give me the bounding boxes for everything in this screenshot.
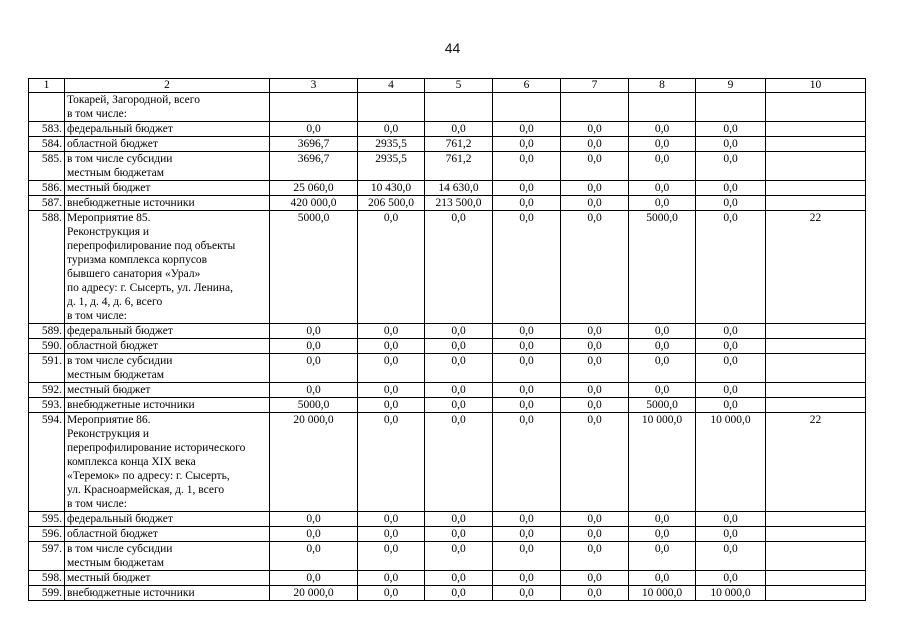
table-row	[29, 93, 866, 122]
target-indicator-cell	[766, 571, 866, 586]
value-cell: 0,0	[561, 211, 629, 324]
value-cell: 0,0	[629, 122, 696, 137]
row-description: областной бюджет	[65, 339, 270, 354]
value-cell: 20 000,0	[270, 413, 358, 512]
value-cell	[493, 93, 561, 122]
value-cell: 0,0	[629, 324, 696, 339]
page-number: 44	[444, 40, 461, 56]
value-cell: 0,0	[493, 542, 561, 571]
value-cell: 0,0	[425, 586, 493, 601]
target-indicator-cell	[766, 137, 866, 152]
value-cell: 0,0	[425, 324, 493, 339]
table-row	[29, 196, 866, 211]
value-cell: 0,0	[425, 122, 493, 137]
value-cell: 0,0	[493, 398, 561, 413]
value-cell: 0,0	[270, 354, 358, 383]
row-number: 591.	[29, 354, 65, 383]
value-cell	[629, 93, 696, 122]
value-cell: 10 430,0	[358, 181, 425, 196]
target-indicator-cell	[766, 542, 866, 571]
value-cell: 0,0	[425, 542, 493, 571]
value-cell: 0,0	[561, 586, 629, 601]
row-number: 594.	[29, 413, 65, 512]
row-number: 586.	[29, 181, 65, 196]
row-description: федеральный бюджет	[65, 122, 270, 137]
row-number	[29, 93, 65, 122]
row-description: Токарей, Загородной, всего в том числе:	[65, 93, 270, 122]
target-indicator-cell	[766, 93, 866, 122]
value-cell: 0,0	[561, 152, 629, 181]
value-cell	[696, 93, 766, 122]
value-cell	[425, 93, 493, 122]
value-cell: 0,0	[561, 122, 629, 137]
value-cell: 0,0	[270, 527, 358, 542]
value-cell: 0,0	[696, 152, 766, 181]
target-indicator-cell	[766, 196, 866, 211]
value-cell: 0,0	[629, 512, 696, 527]
row-description: областной бюджет	[65, 527, 270, 542]
value-cell: 0,0	[358, 324, 425, 339]
table-row	[29, 137, 866, 152]
row-description: внебюджетные источники	[65, 398, 270, 413]
value-cell: 0,0	[696, 339, 766, 354]
value-cell: 0,0	[358, 383, 425, 398]
value-cell: 0,0	[493, 324, 561, 339]
row-description: внебюджетные источники	[65, 196, 270, 211]
target-indicator-cell	[766, 152, 866, 181]
value-cell: 0,0	[561, 542, 629, 571]
value-cell: 0,0	[493, 512, 561, 527]
row-description: Мероприятие 85. Реконструкция и перепрофилирование под объекты туризма комплекса корпусов бывшего санатория «Урал» по адресу: г. Сысерть, ул. Ленина, д. 1, д. 4, д. 6, всего в том числе:	[65, 211, 270, 324]
row-number: 593.	[29, 398, 65, 413]
value-cell: 0,0	[493, 383, 561, 398]
row-description: местный бюджет	[65, 181, 270, 196]
value-cell: 10 000,0	[696, 413, 766, 512]
target-indicator-cell: 22	[766, 413, 866, 512]
row-number: 584.	[29, 137, 65, 152]
value-cell: 0,0	[493, 354, 561, 383]
value-cell: 0,0	[425, 383, 493, 398]
value-cell	[561, 93, 629, 122]
value-cell	[358, 93, 425, 122]
row-description: в том числе субсидии местным бюджетам	[65, 354, 270, 383]
target-indicator-cell	[766, 527, 866, 542]
row-description: федеральный бюджет	[65, 512, 270, 527]
row-description: федеральный бюджет	[65, 324, 270, 339]
value-cell: 0,0	[629, 571, 696, 586]
column-header: 5	[425, 79, 493, 93]
row-number: 588.	[29, 211, 65, 324]
value-cell: 0,0	[358, 542, 425, 571]
row-number: 590.	[29, 339, 65, 354]
value-cell: 0,0	[358, 354, 425, 383]
value-cell: 0,0	[270, 383, 358, 398]
value-cell: 0,0	[629, 152, 696, 181]
table-row	[29, 542, 866, 571]
value-cell: 0,0	[425, 512, 493, 527]
row-number: 599.	[29, 586, 65, 601]
value-cell: 0,0	[629, 137, 696, 152]
value-cell: 0,0	[561, 527, 629, 542]
value-cell: 0,0	[425, 398, 493, 413]
column-header: 7	[561, 79, 629, 93]
row-description: местный бюджет	[65, 571, 270, 586]
target-indicator-cell	[766, 383, 866, 398]
value-cell: 20 000,0	[270, 586, 358, 601]
value-cell: 0,0	[493, 196, 561, 211]
column-header: 10	[766, 79, 866, 93]
target-indicator-cell	[766, 122, 866, 137]
row-description: внебюджетные источники	[65, 586, 270, 601]
value-cell: 2935,5	[358, 137, 425, 152]
value-cell: 0,0	[561, 383, 629, 398]
value-cell: 2935,5	[358, 152, 425, 181]
value-cell: 213 500,0	[425, 196, 493, 211]
value-cell: 0,0	[696, 354, 766, 383]
value-cell: 0,0	[696, 571, 766, 586]
value-cell: 0,0	[270, 122, 358, 137]
table-row	[29, 586, 866, 601]
value-cell: 5000,0	[270, 398, 358, 413]
target-indicator-cell: 22	[766, 211, 866, 324]
value-cell: 0,0	[696, 324, 766, 339]
value-cell: 0,0	[696, 122, 766, 137]
value-cell: 0,0	[493, 181, 561, 196]
value-cell: 0,0	[696, 211, 766, 324]
target-indicator-cell	[766, 324, 866, 339]
value-cell: 0,0	[561, 571, 629, 586]
column-header: 3	[270, 79, 358, 93]
value-cell: 0,0	[561, 181, 629, 196]
value-cell: 0,0	[696, 196, 766, 211]
value-cell: 0,0	[629, 527, 696, 542]
row-description: областной бюджет	[65, 137, 270, 152]
value-cell: 0,0	[425, 354, 493, 383]
row-number: 596.	[29, 527, 65, 542]
row-number: 585.	[29, 152, 65, 181]
value-cell: 5000,0	[270, 211, 358, 324]
value-cell: 10 000,0	[629, 586, 696, 601]
row-number: 597.	[29, 542, 65, 571]
target-indicator-cell	[766, 398, 866, 413]
value-cell: 0,0	[358, 339, 425, 354]
table-row	[29, 354, 866, 383]
value-cell: 0,0	[493, 527, 561, 542]
row-number: 587.	[29, 196, 65, 211]
value-cell: 3696,7	[270, 137, 358, 152]
table-row	[29, 383, 866, 398]
value-cell: 0,0	[629, 383, 696, 398]
value-cell: 0,0	[270, 542, 358, 571]
value-cell: 0,0	[493, 413, 561, 512]
value-cell: 0,0	[358, 211, 425, 324]
column-header: 9	[696, 79, 766, 93]
value-cell: 0,0	[561, 324, 629, 339]
value-cell: 0,0	[629, 542, 696, 571]
row-description: в том числе субсидии местным бюджетам	[65, 152, 270, 181]
value-cell: 0,0	[425, 571, 493, 586]
row-description: Мероприятие 86. Реконструкция и перепрофилирование исторического комплекса конца XIX века «Теремок» по адресу: г. Сысерть, ул. Красноармейская, д. 1, всего в том числе:	[65, 413, 270, 512]
value-cell: 0,0	[561, 354, 629, 383]
target-indicator-cell	[766, 339, 866, 354]
value-cell: 0,0	[270, 571, 358, 586]
value-cell: 0,0	[358, 512, 425, 527]
value-cell	[270, 93, 358, 122]
value-cell: 0,0	[493, 339, 561, 354]
target-indicator-cell	[766, 512, 866, 527]
value-cell: 0,0	[561, 512, 629, 527]
table-row	[29, 571, 866, 586]
table-row	[29, 324, 866, 339]
value-cell: 0,0	[425, 527, 493, 542]
target-indicator-cell	[766, 586, 866, 601]
table-header-row	[29, 79, 866, 93]
row-description: в том числе субсидии местным бюджетам	[65, 542, 270, 571]
value-cell: 0,0	[493, 586, 561, 601]
column-header: 1	[29, 79, 65, 93]
row-number: 592.	[29, 383, 65, 398]
value-cell: 761,2	[425, 152, 493, 181]
value-cell: 0,0	[358, 413, 425, 512]
table-row	[29, 181, 866, 196]
value-cell: 0,0	[561, 413, 629, 512]
table-row	[29, 512, 866, 527]
value-cell: 0,0	[358, 527, 425, 542]
value-cell: 5000,0	[629, 211, 696, 324]
value-cell: 0,0	[493, 122, 561, 137]
value-cell: 0,0	[561, 339, 629, 354]
table-row	[29, 211, 866, 324]
value-cell: 0,0	[425, 413, 493, 512]
value-cell: 14 630,0	[425, 181, 493, 196]
row-number: 595.	[29, 512, 65, 527]
table-row	[29, 527, 866, 542]
value-cell: 0,0	[493, 571, 561, 586]
value-cell: 0,0	[696, 527, 766, 542]
value-cell: 0,0	[493, 152, 561, 181]
value-cell: 0,0	[270, 512, 358, 527]
value-cell: 0,0	[696, 542, 766, 571]
column-header: 8	[629, 79, 696, 93]
value-cell: 0,0	[270, 339, 358, 354]
row-number: 598.	[29, 571, 65, 586]
value-cell: 0,0	[425, 339, 493, 354]
value-cell: 420 000,0	[270, 196, 358, 211]
value-cell: 0,0	[270, 324, 358, 339]
column-header: 6	[493, 79, 561, 93]
value-cell: 206 500,0	[358, 196, 425, 211]
value-cell: 0,0	[358, 122, 425, 137]
value-cell: 0,0	[493, 211, 561, 324]
value-cell: 0,0	[561, 137, 629, 152]
value-cell: 0,0	[629, 354, 696, 383]
value-cell: 0,0	[696, 383, 766, 398]
value-cell: 0,0	[358, 398, 425, 413]
value-cell: 25 060,0	[270, 181, 358, 196]
value-cell: 0,0	[696, 398, 766, 413]
column-header: 4	[358, 79, 425, 93]
value-cell: 0,0	[358, 586, 425, 601]
table-row	[29, 122, 866, 137]
value-cell: 10 000,0	[696, 586, 766, 601]
value-cell: 0,0	[561, 196, 629, 211]
value-cell: 0,0	[629, 339, 696, 354]
column-header: 2	[65, 79, 270, 93]
value-cell: 0,0	[629, 196, 696, 211]
value-cell: 0,0	[425, 211, 493, 324]
table-row	[29, 413, 866, 512]
value-cell: 0,0	[358, 571, 425, 586]
table-row	[29, 339, 866, 354]
row-number: 589.	[29, 324, 65, 339]
value-cell: 0,0	[561, 398, 629, 413]
table-row	[29, 152, 866, 181]
target-indicator-cell	[766, 354, 866, 383]
target-indicator-cell	[766, 181, 866, 196]
row-description: местный бюджет	[65, 383, 270, 398]
value-cell: 0,0	[696, 181, 766, 196]
value-cell: 3696,7	[270, 152, 358, 181]
row-number: 583.	[29, 122, 65, 137]
value-cell: 0,0	[696, 512, 766, 527]
value-cell: 0,0	[493, 137, 561, 152]
table-row	[29, 398, 866, 413]
value-cell: 5000,0	[629, 398, 696, 413]
value-cell: 0,0	[696, 137, 766, 152]
value-cell: 0,0	[629, 181, 696, 196]
value-cell: 761,2	[425, 137, 493, 152]
budget-table	[28, 78, 866, 601]
value-cell: 10 000,0	[629, 413, 696, 512]
